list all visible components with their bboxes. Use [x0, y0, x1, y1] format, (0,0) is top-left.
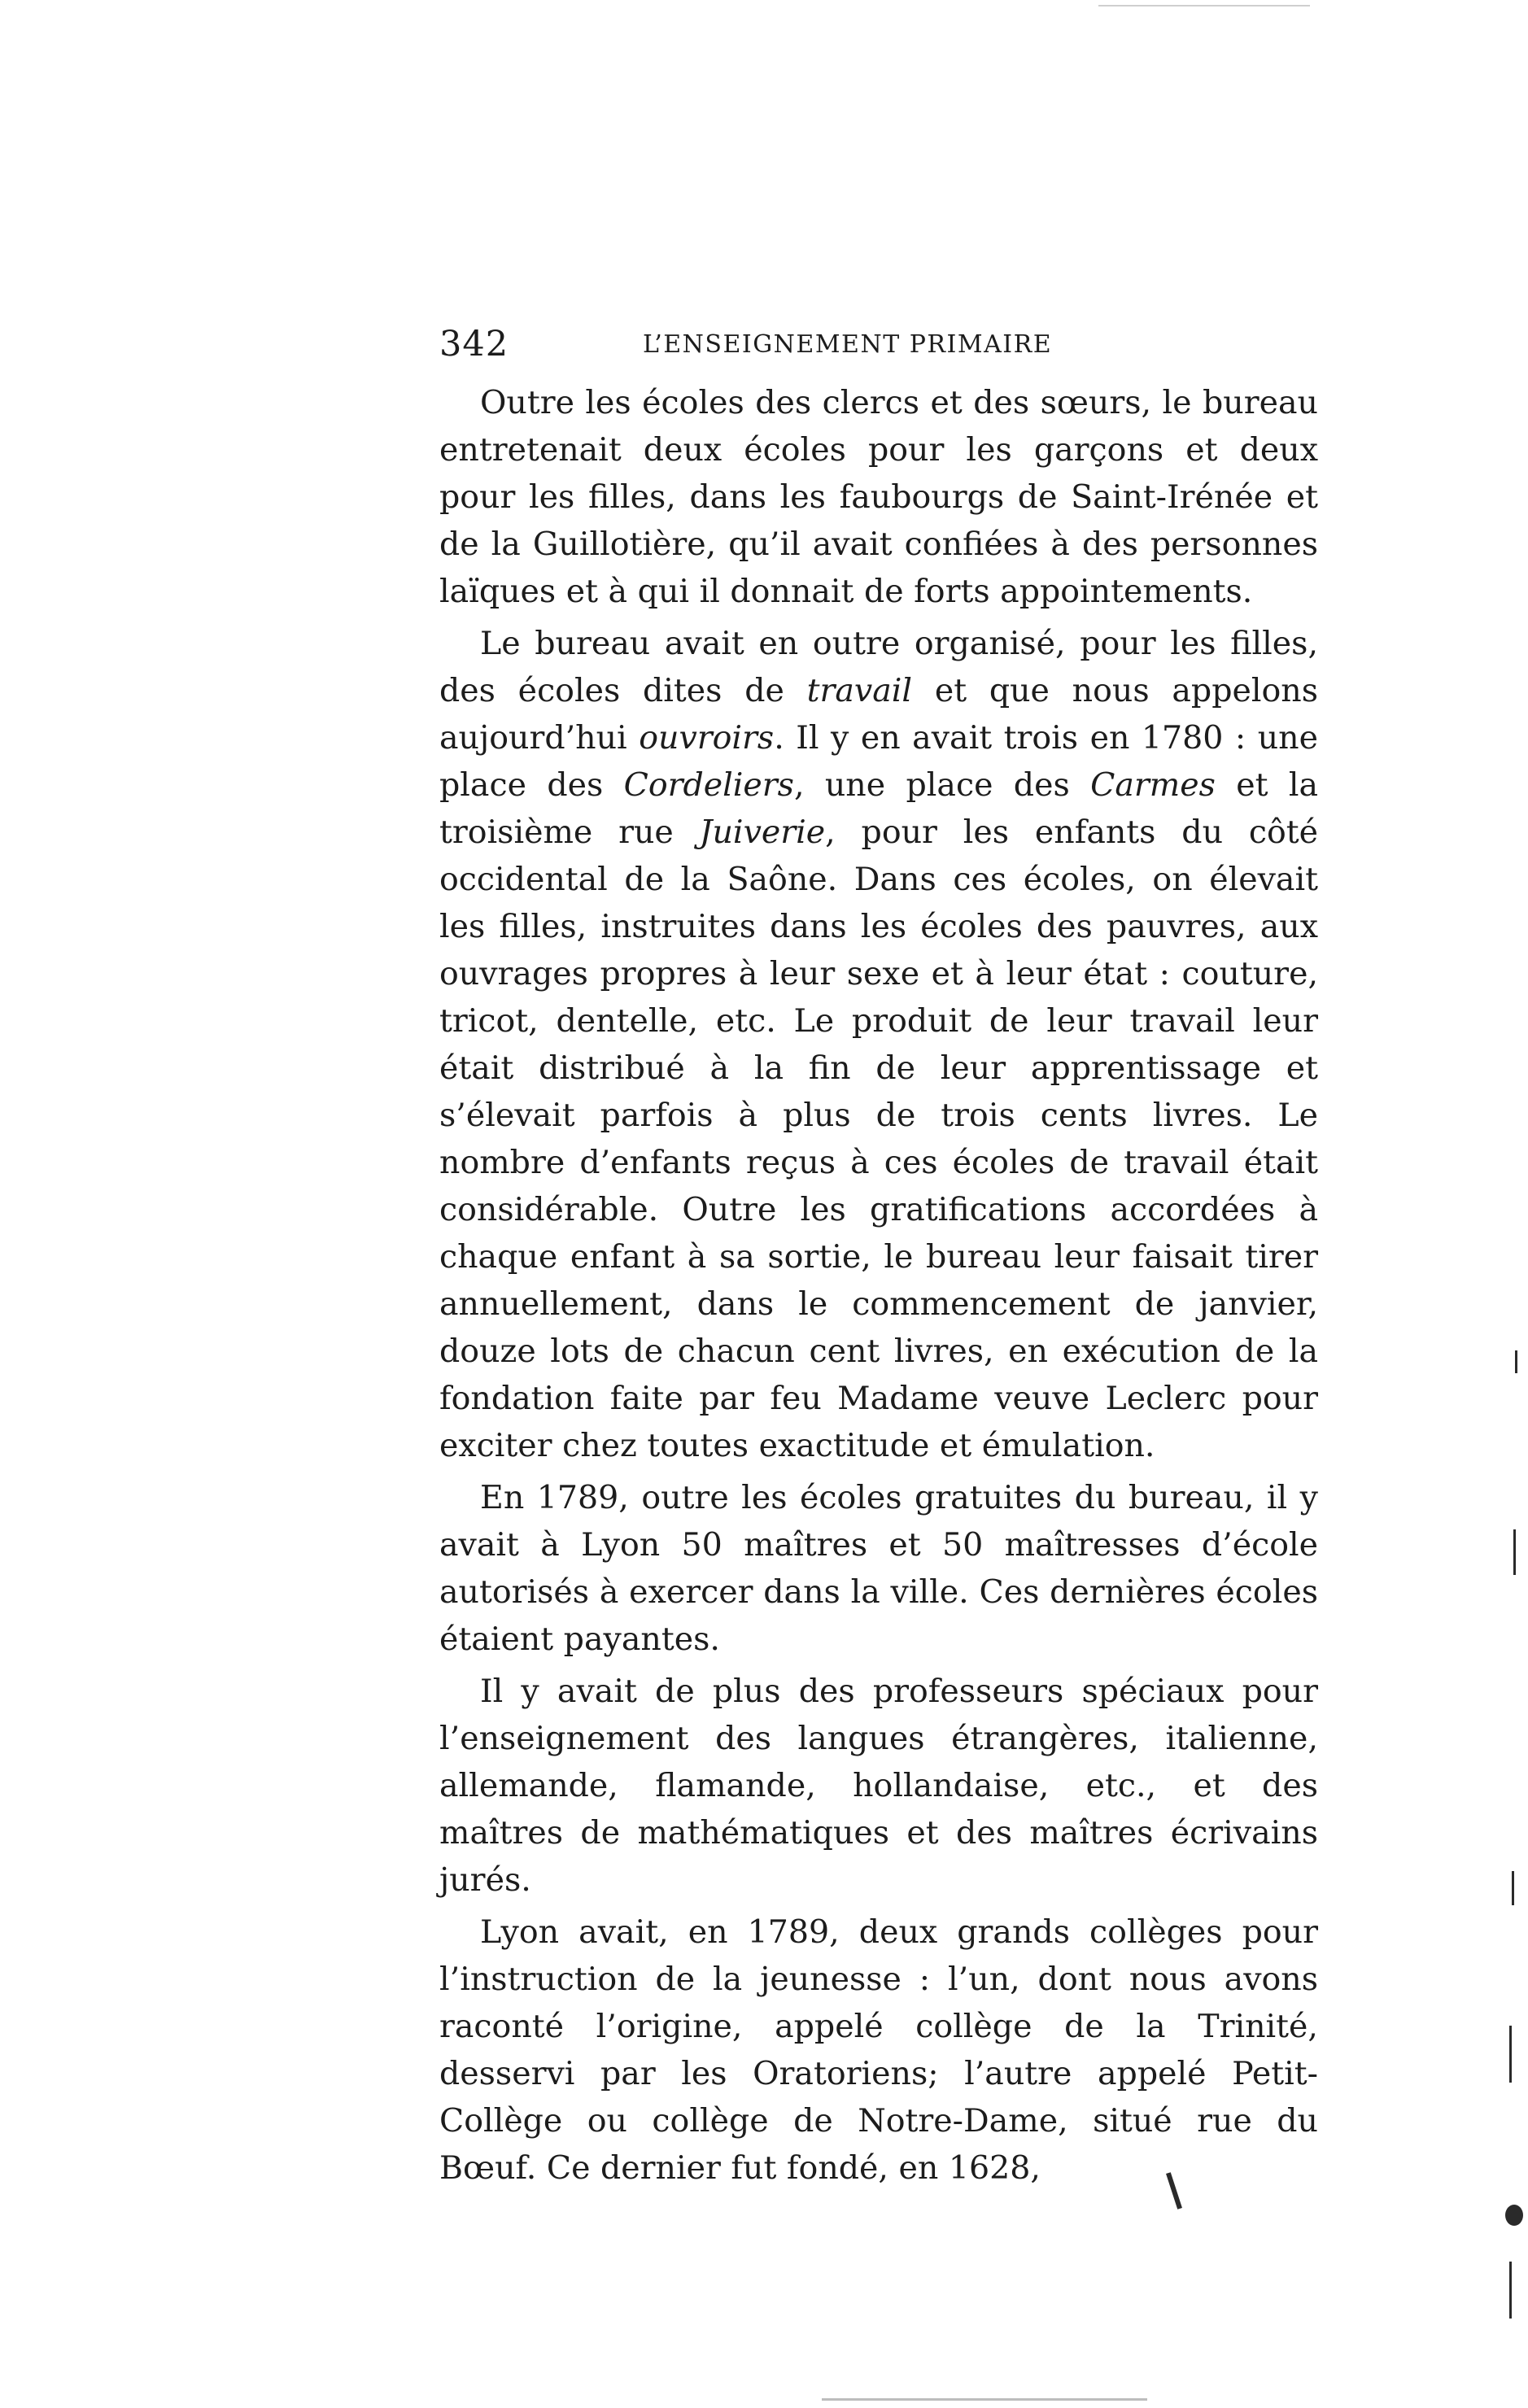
text-run: et que nous appelons aujourd’hui	[439, 672, 1318, 757]
scan-artifact	[1513, 1529, 1516, 1575]
scan-artifact	[1505, 2205, 1523, 2226]
text-run: Il y avait de plus des professeurs spéciaux pour l’enseignement des langues étrangères, italienne, allemande, flamande, hollandaise, etc., et des maîtres de mathématiques et des maîtres écrivains jurés.	[439, 1673, 1318, 1899]
text-run: Le bureau avait en outre organisé, pour les filles, des écoles dites de	[439, 625, 1318, 709]
page-header	[439, 324, 1318, 373]
italic-term: Carmes	[1090, 766, 1216, 804]
running-title: L’ENSEIGNEMENT PRIMAIRE	[643, 330, 1053, 359]
text-run: , pour les enfants du côté occidental de la Saône. Dans ces écoles, on élevait les filles, instruites dans les écoles des pauvres, aux ouvrages propres à leur sexe et à leur état : couture, tricot, dentelle, etc. Le produit de leur travail leur était distribué à la fin de leur apprentissage et s’élevait parfois à plus de trois cents livres. Le nombre d’enfants reçus à ces écoles de travail était considérable. Outre les gratifications accordées à chaque enfant à sa sortie, le bureau leur faisait tirer annuellement, dans le commencement de janvier, douze lots de chacun cent livres, en exécution de la fondation faite par feu Madame veuve Leclerc pour exciter chez toutes exactitude et émulation.	[439, 814, 1319, 1464]
italic-term: travail	[806, 672, 913, 709]
scan-artifact	[1509, 2262, 1512, 2319]
page-number: 342	[439, 324, 509, 364]
italic-term: Cordeliers	[623, 766, 794, 804]
text-run: En 1789, outre les écoles gratuites du bureau, il y avait à Lyon 50 maîtres et 50 maîtresses d’école autorisés à exercer dans la ville. Ces dernières écoles étaient payantes.	[439, 1479, 1318, 1658]
text-run: et la troisième rue	[439, 766, 1319, 851]
paragraph	[439, 379, 1318, 615]
paragraph	[439, 1474, 1318, 1663]
text-run: . Il y en avait trois en 1780 : une place des	[439, 719, 1319, 804]
italic-term: Juiverie	[699, 814, 826, 851]
scan-edge-mark-bottom	[822, 2398, 1147, 2401]
text-run: Lyon avait, en 1789, deux grands collèges pour l’instruction de la jeunesse : l’un, dont nous avons raconté l’origine, appelé collège de la Trinité, desservi par les Oratoriens; l’autre appelé Petit-Collège ou collège de Notre-Dame, situé rue du Bœuf. Ce dernier fut fondé, en 1628,	[439, 1913, 1318, 2187]
italic-term: ouvroirs	[639, 719, 775, 757]
text-run: , une place des	[793, 766, 1091, 804]
paragraph	[439, 1668, 1318, 1904]
scan-artifact	[1509, 2026, 1512, 2083]
scan-artifact	[1515, 1350, 1517, 1373]
body-text	[439, 379, 1318, 2192]
paragraph	[439, 1909, 1318, 2192]
scan-edge-mark-top	[1098, 5, 1310, 7]
paragraph	[439, 620, 1318, 1469]
scan-artifact	[1512, 1871, 1514, 1905]
text-run: Outre les écoles des clercs et des sœurs, le bureau entretenait deux écoles pour les garçons et deux pour les filles, dans les faubourgs de Saint-Irénée et de la Guillotière, qu’il avait confiées à des personnes laïques et à qui il donnait de forts appointements.	[439, 384, 1318, 610]
